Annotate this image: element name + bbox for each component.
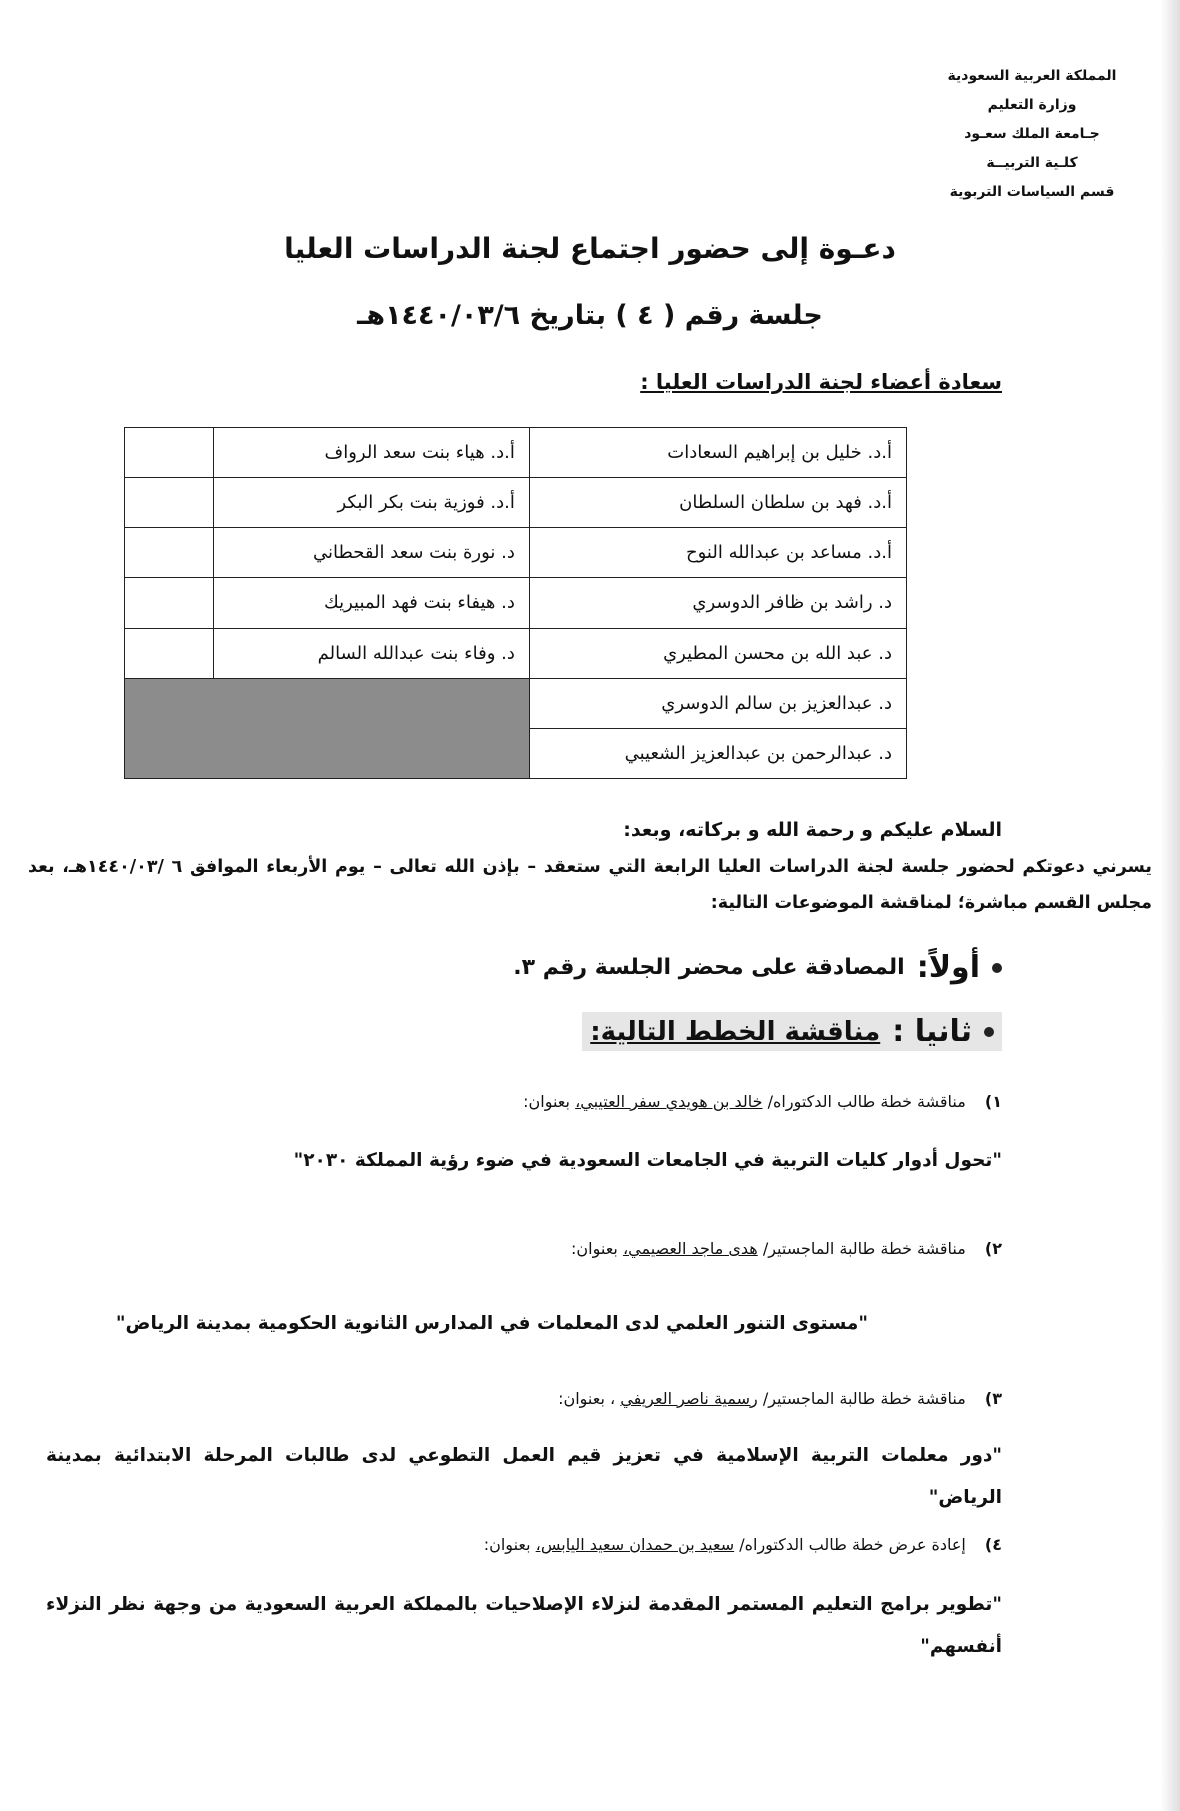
member-cell: د. عبدالرحمن بن عبدالعزيز الشعيبي	[529, 728, 906, 778]
empty-cell	[125, 478, 214, 528]
plan-suffix: بعنوان:	[523, 1092, 570, 1111]
page-edge-shadow	[1160, 0, 1180, 1811]
agenda-second-lead: ثانيا :	[892, 1014, 972, 1049]
member-cell: أ.د. فوزية بنت بكر البكر	[213, 478, 529, 528]
member-cell: أ.د. خليل بن إبراهيم السعادات	[529, 428, 906, 478]
document-title: دعـوة إلى حضور اجتماع لجنة الدراسات العليا	[284, 232, 896, 265]
member-cell: أ.د. مساعد بن عبدالله النوح	[529, 528, 906, 578]
letterhead-ministry: وزارة التعليم	[987, 97, 1077, 113]
invitation-paragraph: يسرني دعوتكم لحضور جلسة لجنة الدراسات العليا الرابعة التي ستعقد – بإذن الله تعالى – يوم الأربعاء الموافق ٦ /١٤٤٠/٠٣هـ، بعد مجلس القسم مباشرة؛ لمناقشة الموضوعات التالية:	[28, 857, 1152, 913]
member-cell: أ.د. فهد بن سلطان السلطان	[529, 478, 906, 528]
table-row	[125, 578, 907, 628]
agenda-first-text: المصادقة على محضر الجلسة رقم ٣.	[513, 955, 905, 980]
plan-number: ٣)	[984, 1389, 1002, 1408]
plan-number: ١)	[984, 1092, 1002, 1111]
table-row	[125, 628, 907, 678]
plan-suffix: ، بعنوان:	[558, 1389, 616, 1408]
agenda-item-second	[582, 1012, 1002, 1051]
plan-number: ٢)	[984, 1239, 1002, 1258]
plan-item	[523, 1092, 1002, 1111]
table-row	[125, 428, 907, 478]
plan-student: رسمية ناصر العريفي	[620, 1389, 758, 1408]
plan-title: "مستوى التنور العلمي لدى المعلمات في المدارس الثانوية الحكومية بمدينة الرياض"	[115, 1313, 868, 1334]
table-row	[125, 678, 907, 728]
plan-prefix: مناقشة خطة طالبة الماجستير/	[762, 1389, 966, 1408]
plan-title: "تطوير برامج التعليم المستمر المقدمة لنزلاء الإصلاحيات بالمملكة العربية السعودية من وجهة نظر النزلاء أنفسهم"	[46, 1594, 1002, 1657]
bullet-icon	[992, 963, 1002, 973]
agenda-second-text: مناقشة الخطط التالية:	[590, 1016, 881, 1047]
plan-suffix: بعنوان:	[571, 1239, 618, 1258]
plan-student: سعيد بن حمدان سعيد اليابس،	[535, 1535, 735, 1554]
letterhead-college: كلـية التربيــة	[986, 155, 1078, 171]
table-row	[125, 528, 907, 578]
member-cell: د. وفاء بنت عبدالله السالم	[213, 628, 529, 678]
plan-suffix: بعنوان:	[483, 1535, 531, 1554]
shaded-cell	[125, 678, 530, 778]
member-cell: د. هيفاء بنت فهد المبيريك	[213, 578, 529, 628]
plan-title: "دور معلمات التربية الإسلامية في تعزيز قيم العمل التطوعي لدى طالبات المرحلة الابتدائية بمدينة الرياض"	[46, 1445, 1002, 1508]
agenda-first-lead: أولاً:	[916, 950, 980, 985]
plan-item	[484, 1535, 1002, 1554]
plan-item	[558, 1389, 1002, 1408]
member-cell: د. راشد بن ظافر الدوسري	[529, 578, 906, 628]
addressee-heading: سعادة أعضاء لجنة الدراسات العليا :	[640, 370, 1002, 394]
plan-prefix: إعادة عرض خطة طالب الدكتوراه/	[739, 1535, 966, 1554]
member-cell: د. نورة بنت سعد القحطاني	[213, 528, 529, 578]
plan-student: هدى ماجد العصيمي،	[622, 1239, 758, 1258]
letterhead-kingdom: المملكة العربية السعودية	[947, 68, 1117, 84]
agenda-item-first	[513, 950, 1002, 985]
greeting: السلام عليكم و رحمة الله و بركاته، وبعد:	[623, 819, 1002, 841]
bullet-icon	[984, 1027, 994, 1037]
plan-prefix: مناقشة خطة طالبة الماجستير/	[762, 1239, 966, 1258]
session-title: جلسة رقم ( ٤ ) بتاريخ ١٤٤٠/٠٣/٦هـ	[357, 300, 823, 331]
plan-title: "تحول أدوار كليات التربية في الجامعات السعودية في ضوء رؤية المملكة ٢٠٣٠"	[293, 1150, 1002, 1171]
letterhead-university: جـامعة الملك سعـود	[964, 126, 1100, 142]
empty-cell	[125, 428, 214, 478]
member-cell: د. عبد الله بن محسن المطيري	[529, 628, 906, 678]
members-table	[124, 427, 907, 779]
table-row	[125, 478, 907, 528]
letterhead-department: قسم السياسات التربوية	[949, 184, 1115, 200]
plan-item	[571, 1239, 1002, 1258]
letterhead	[932, 62, 1132, 207]
empty-cell	[125, 628, 214, 678]
plan-student: خالد بن هويدي سفر العتيبي،	[575, 1092, 763, 1111]
empty-cell	[125, 528, 214, 578]
member-cell: أ.د. هياء بنت سعد الرواف	[213, 428, 529, 478]
plan-number: ٤)	[984, 1535, 1002, 1554]
plan-prefix: مناقشة خطة طالب الدكتوراه/	[767, 1092, 966, 1111]
empty-cell	[125, 578, 214, 628]
member-cell: د. عبدالعزيز بن سالم الدوسري	[529, 678, 906, 728]
